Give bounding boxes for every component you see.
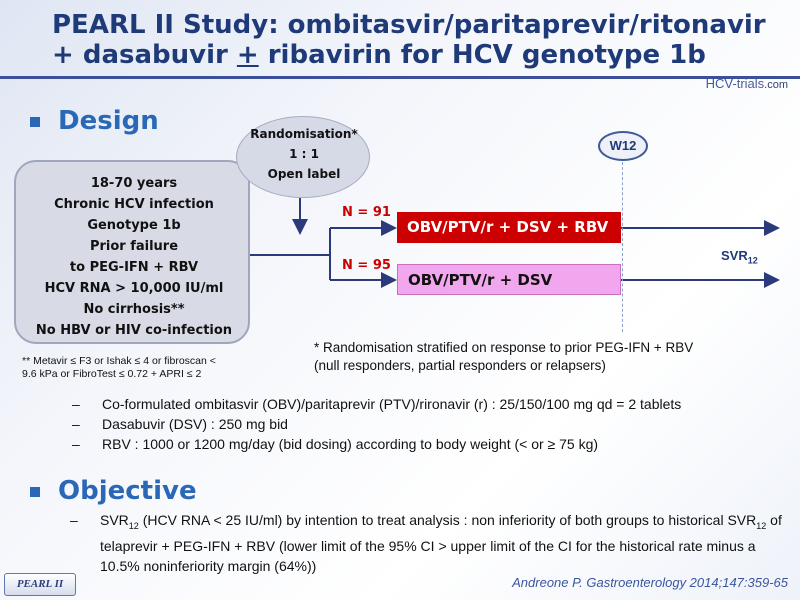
arm1-n-label: N = 91 — [342, 205, 391, 220]
randomisation-ellipse — [236, 116, 370, 198]
svr-subscript: 12 — [747, 255, 758, 266]
objective-svr: SVR — [100, 512, 129, 528]
plus-minus-symbol: + — [236, 40, 259, 70]
design-heading: Design — [58, 106, 159, 136]
objective-heading: Objective — [58, 476, 197, 506]
arm2-treatment-bar: OBV/PTV/r + DSV — [397, 264, 621, 295]
stratification-line: (null responders, partial responders or relapsers) — [314, 358, 606, 373]
inclusion-criteria-box — [14, 160, 250, 344]
logo-trials: -trials — [732, 76, 765, 91]
cirrhosis-footnote — [22, 355, 216, 381]
inclusion-line: Chronic HCV infection — [54, 197, 214, 212]
randomisation-line: Randomisation* — [250, 127, 358, 141]
objective-part2: (HCV RNA < 25 IU/ml) by intention to treat analysis : non inferiority of both groups to historical SVR — [138, 512, 757, 528]
week12-dashed-line — [622, 162, 623, 332]
arm1-treatment-bar: OBV/PTV/r + DSV + RBV — [397, 212, 621, 243]
title-line-2-pre: + dasabuvir — [52, 40, 237, 70]
objective-text — [70, 510, 786, 576]
title-line-2-post: ribavirin for HCV genotype 1b — [258, 40, 706, 70]
citation: Andreone P. Gastroenterology 2014;147:359-65 — [512, 575, 788, 590]
dash-marker: – — [72, 416, 80, 432]
inclusion-line: Genotype 1b — [87, 218, 181, 233]
objective-bullet-icon — [30, 487, 40, 497]
logo-hcv: HCV — [705, 76, 733, 91]
inclusion-line: to PEG-IFN + RBV — [69, 260, 199, 275]
svr12-outcome-label — [721, 248, 758, 266]
dosing-text: RBV : 1000 or 1200 mg/day (bid dosing) according to body weight (< or ≥ 75 kg) — [102, 436, 599, 452]
objective-body — [100, 510, 786, 576]
pearl-ii-badge: PEARL II — [4, 573, 76, 596]
inclusion-line: HCV RNA > 10,000 IU/ml — [44, 281, 224, 296]
stratification-note — [314, 339, 693, 375]
inclusion-line: Prior failure — [89, 239, 179, 254]
dash-marker: – — [72, 396, 80, 412]
title-line-1: PEARL II Study: ombitasvir/paritaprevir/ritonavir — [52, 10, 766, 40]
randomisation-label: Open label — [267, 167, 341, 181]
dosing-text: Co-formulated ombitasvir (OBV)/paritaprevir (PTV)/rironavir (r) : 25/150/100 mg qd = 2 tablets — [102, 396, 682, 412]
objective-svr-sub-2: 12 — [756, 520, 767, 531]
dash-marker: – — [72, 436, 80, 452]
stratification-line: * Randomisation stratified on response to prior PEG-IFN + RBV — [314, 340, 694, 355]
dash-marker: – — [70, 512, 78, 528]
inclusion-line: 18-70 years — [90, 176, 178, 191]
inclusion-line: No HBV or HIV co-infection — [35, 323, 233, 338]
inclusion-line: No cirrhosis** — [83, 302, 185, 317]
dosing-text: Dasabuvir (DSV) : 250 mg bid — [102, 416, 288, 432]
randomisation-ratio: 1 : 1 — [289, 147, 319, 161]
svr-text: SVR — [721, 248, 748, 263]
footnote-line: ** Metavir ≤ F3 or Ishak ≤ 4 or fibroscan < — [22, 355, 216, 367]
footnote-line: 9.6 kPa or FibroTest ≤ 0.72 + APRI ≤ 2 — [22, 368, 202, 380]
objective-part3: of telaprevir + PEG-IFN + RBV (lower limit of the 95% CI > upper limit of the CI for the historical rate minus a 10.5% noninferiority margin (64%)) — [100, 512, 782, 574]
week12-marker: W12 — [598, 131, 648, 161]
logo-domain: .com — [764, 79, 788, 91]
arm2-n-label: N = 95 — [342, 258, 391, 273]
objective-svr-sub: 12 — [128, 520, 139, 531]
